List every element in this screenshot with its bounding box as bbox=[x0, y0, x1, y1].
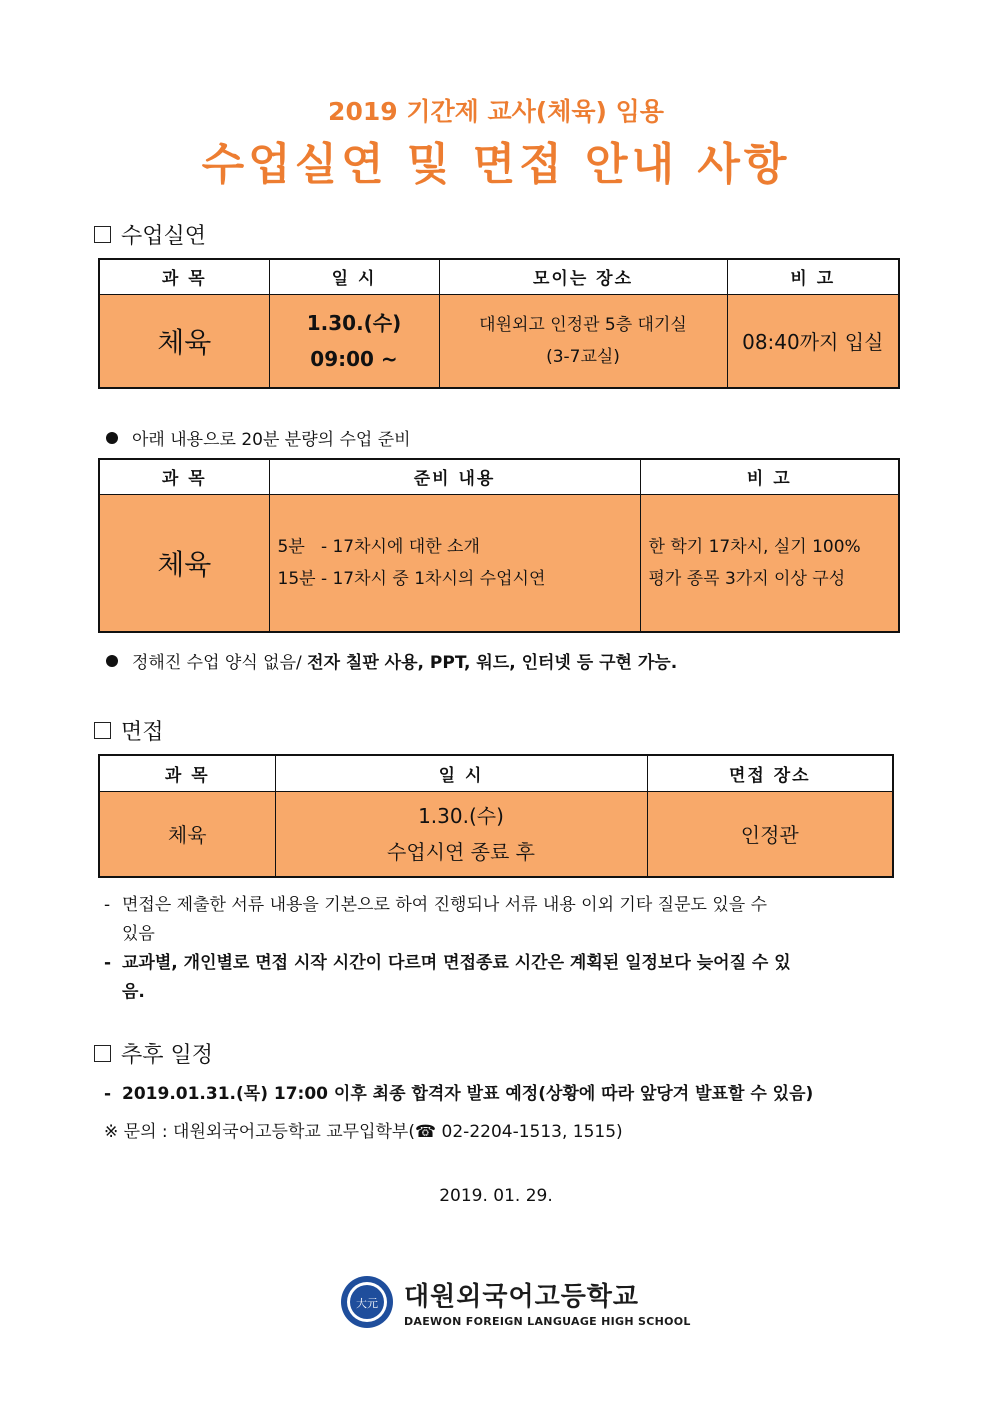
interview-table bbox=[98, 754, 894, 878]
header-cell: 모이는 장소 bbox=[439, 259, 727, 294]
section-heading-schedule bbox=[94, 1038, 213, 1069]
checkbox-icon bbox=[94, 226, 111, 243]
date-text: 1.30.(수) bbox=[306, 310, 402, 335]
place-cell: 인정관 bbox=[647, 791, 893, 877]
checkbox-icon bbox=[94, 1045, 111, 1062]
note-cell bbox=[640, 494, 899, 632]
bullet-text: 아래 내용으로 20분 분량의 수업 준비 bbox=[132, 430, 411, 450]
document-title: 수업실연 및 면접 안내 사항 bbox=[201, 139, 791, 190]
header-cell: 과 목 bbox=[99, 459, 269, 494]
schedule-text: 2019.01.31.(목) 17:00 이후 최종 합격자 발표 예정(상황에 따라 앞당겨 발표할 수 있음) bbox=[122, 1084, 814, 1104]
school-emblem-icon bbox=[340, 1275, 394, 1329]
subject-cell: 체육 bbox=[99, 494, 269, 632]
note-line: 음. bbox=[122, 982, 145, 1002]
document-date: 2019. 01. 29. bbox=[439, 1186, 553, 1206]
checkbox-icon bbox=[94, 722, 111, 739]
note-line: 교과별, 개인별로 면접 시작 시간이 다르며 면접종료 시간은 계획된 일정보다 늦어질 수 있 bbox=[122, 953, 791, 973]
content-line: 15분 - 17차시 중 1차시의 수업시연 bbox=[277, 568, 546, 589]
time-text: 수업시연 종료 후 bbox=[387, 839, 535, 864]
header-cell: 비 고 bbox=[640, 459, 899, 494]
date-text: 1.30.(수) bbox=[418, 803, 504, 828]
section-heading-label: 수업실연 bbox=[121, 224, 207, 249]
header-cell: 준비 내용 bbox=[269, 459, 640, 494]
bullet-icon bbox=[106, 655, 118, 667]
header-cell: 과 목 bbox=[99, 259, 269, 294]
prep-table bbox=[98, 458, 900, 633]
bullet-prep bbox=[106, 425, 411, 450]
room-text: (3-7교실) bbox=[546, 346, 620, 367]
note-line: 면접은 제출한 서류 내용을 기본으로 하여 진행되나 서류 내용 이외 기타 질문도 있을 수 bbox=[122, 895, 768, 915]
document-subtitle: 2019 기간제 교사(체육) 임용 bbox=[328, 97, 664, 126]
school-name-english: DAEWON FOREIGN LANGUAGE HIGH SCHOOL bbox=[404, 1315, 691, 1328]
header-cell: 과 목 bbox=[99, 755, 275, 791]
subject-cell: 체육 bbox=[99, 294, 269, 388]
section-heading-demo bbox=[94, 219, 206, 250]
demo-table bbox=[98, 258, 900, 389]
time-text: 09:00 ~ bbox=[310, 346, 398, 371]
subject-cell: 체육 bbox=[99, 791, 275, 877]
bullet-icon bbox=[106, 432, 118, 444]
section-heading-interview bbox=[94, 715, 164, 746]
datetime-cell bbox=[269, 294, 439, 388]
place-text: 대원외고 인정관 5층 대기실 bbox=[479, 314, 687, 335]
note-line: 평가 종목 3가지 이상 구성 bbox=[648, 568, 846, 589]
header-cell: 면접 장소 bbox=[647, 755, 893, 791]
note-cell: 08:40까지 입실 bbox=[727, 294, 899, 388]
header-cell: 일 시 bbox=[275, 755, 647, 791]
interview-note-1: - 면접은 제출한 서류 내용을 기본으로 하여 진행되나 서류 내용 이외 기타 질문도 있을 수 있음 bbox=[104, 891, 896, 949]
note-line: 한 학기 17차시, 실기 100% bbox=[648, 536, 861, 557]
section-heading-label: 추후 일정 bbox=[121, 1043, 214, 1068]
header-cell: 일 시 bbox=[269, 259, 439, 294]
school-name-korean: 대원외국어고등학교 bbox=[404, 1282, 640, 1312]
emblem-text: 大元 bbox=[356, 1297, 378, 1310]
schedule-item: - 2019.01.31.(목) 17:00 이후 최종 합격자 발표 예정(상황에 따라 앞당겨 발표할 수 있음) bbox=[104, 1084, 814, 1104]
contact-line: ※ 문의 : 대원외국어고등학교 교무입학부(☎ 02-2204-1513, 1515) bbox=[104, 1122, 623, 1142]
header-cell: 비 고 bbox=[727, 259, 899, 294]
place-cell bbox=[439, 294, 727, 388]
bullet-format bbox=[106, 648, 677, 673]
bullet-text: 정해진 수업 양식 없음/ bbox=[132, 653, 302, 673]
section-heading-label: 면접 bbox=[121, 720, 164, 745]
datetime-cell bbox=[275, 791, 647, 877]
note-line: 있음 bbox=[122, 924, 155, 944]
school-logo bbox=[340, 1275, 691, 1329]
content-cell bbox=[269, 494, 640, 632]
content-line: 5분 - 17차시에 대한 소개 bbox=[277, 536, 480, 557]
bullet-text-bold: 전자 칠판 사용, PPT, 워드, 인터넷 등 구현 가능. bbox=[307, 653, 678, 673]
interview-note-2: - 교과별, 개인별로 면접 시작 시간이 다르며 면접종료 시간은 계획된 일정보다 늦어질 수 있 음. bbox=[104, 949, 896, 1007]
